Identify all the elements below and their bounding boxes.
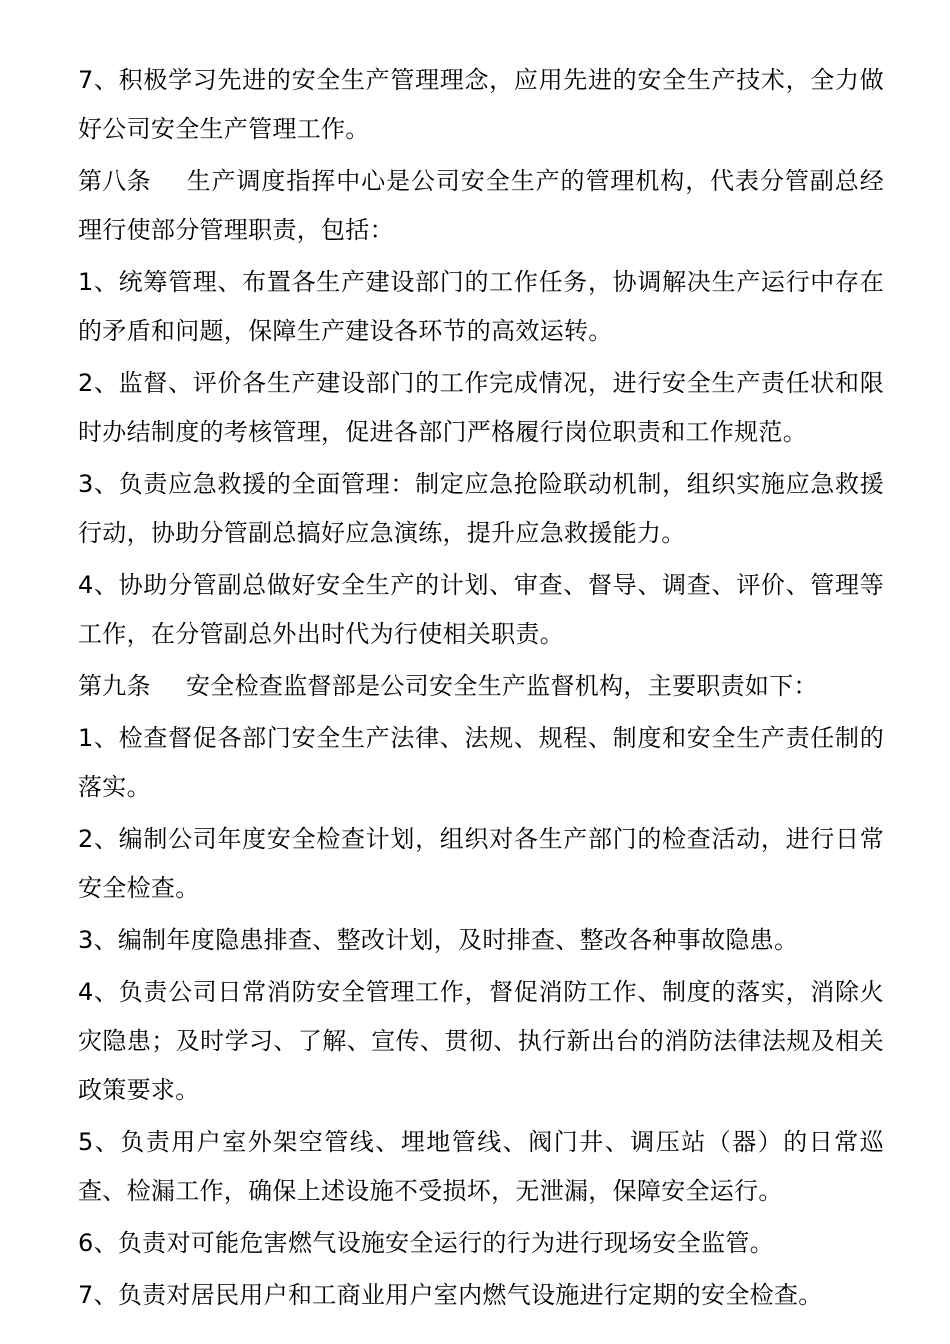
- paragraph-14: 7、负责对居民用户和工商业用户室内燃气设施进行定期的安全检查。: [78, 1281, 823, 1309]
- paragraph-13: 6、负责对可能危害燃气设施安全运行的行为进行现场安全监管。: [78, 1229, 774, 1257]
- article-number: 第八条: [78, 167, 151, 195]
- article-9: [78, 662, 884, 711]
- paragraph-5: 3、负责应急救援的全面管理：制定应急抢险联动机制，组织实施应急救援行动，协助分管副总搞好应急演练，提升应急救援能力。: [78, 470, 884, 547]
- article-number: 第九条: [78, 672, 151, 700]
- paragraph-10: 3、编制年度隐患排查、整改计划，及时排查、整改各种事故隐患。: [78, 926, 799, 954]
- article-text: 安全检查监督部是公司安全生产监督机构，主要职责如下：: [186, 672, 818, 700]
- paragraph-9: 2、编制公司年度安全检查计划，组织对各生产部门的检查活动，进行日常安全检查。: [78, 825, 884, 902]
- paragraph-8: 1、检查督促各部门安全生产法律、法规、规程、制度和安全生产责任制的落实。: [78, 724, 884, 801]
- article-8: [78, 157, 884, 255]
- paragraph-1: 7、积极学习先进的安全生产管理理念，应用先进的安全生产技术，全力做好公司安全生产管理工作。: [78, 66, 884, 143]
- paragraph-12: 5、负责用户室外架空管线、埋地管线、阀门井、调压站（器）的日常巡查、检漏工作，确保上述设施不受损坏，无泄漏，保障安全运行。: [78, 1128, 884, 1205]
- document-page: [78, 56, 884, 1323]
- paragraph-11: 4、负责公司日常消防安全管理工作，督促消防工作、制度的落实，消除火灾隐患；及时学习、了解、宣传、贯彻、执行新出台的消防法律法规及相关政策要求。: [78, 978, 884, 1104]
- paragraph-6: 4、协助分管副总做好安全生产的计划、审查、督导、调查、评价、管理等工作，在分管副总外出时代为行使相关职责。: [78, 571, 884, 648]
- paragraph-4: 2、监督、评价各生产建设部门的工作完成情况，进行安全生产责任状和限时办结制度的考核管理，促进各部门严格履行岗位职责和工作规范。: [78, 369, 884, 446]
- paragraph-3: 1、统筹管理、布置各生产建设部门的工作任务，协调解决生产运行中存在的矛盾和问题，保障生产建设各环节的高效运转。: [78, 268, 884, 345]
- article-text: 生产调度指挥中心是公司安全生产的管理机构，代表分管副总经理行使部分管理职责，包括：: [78, 167, 884, 244]
